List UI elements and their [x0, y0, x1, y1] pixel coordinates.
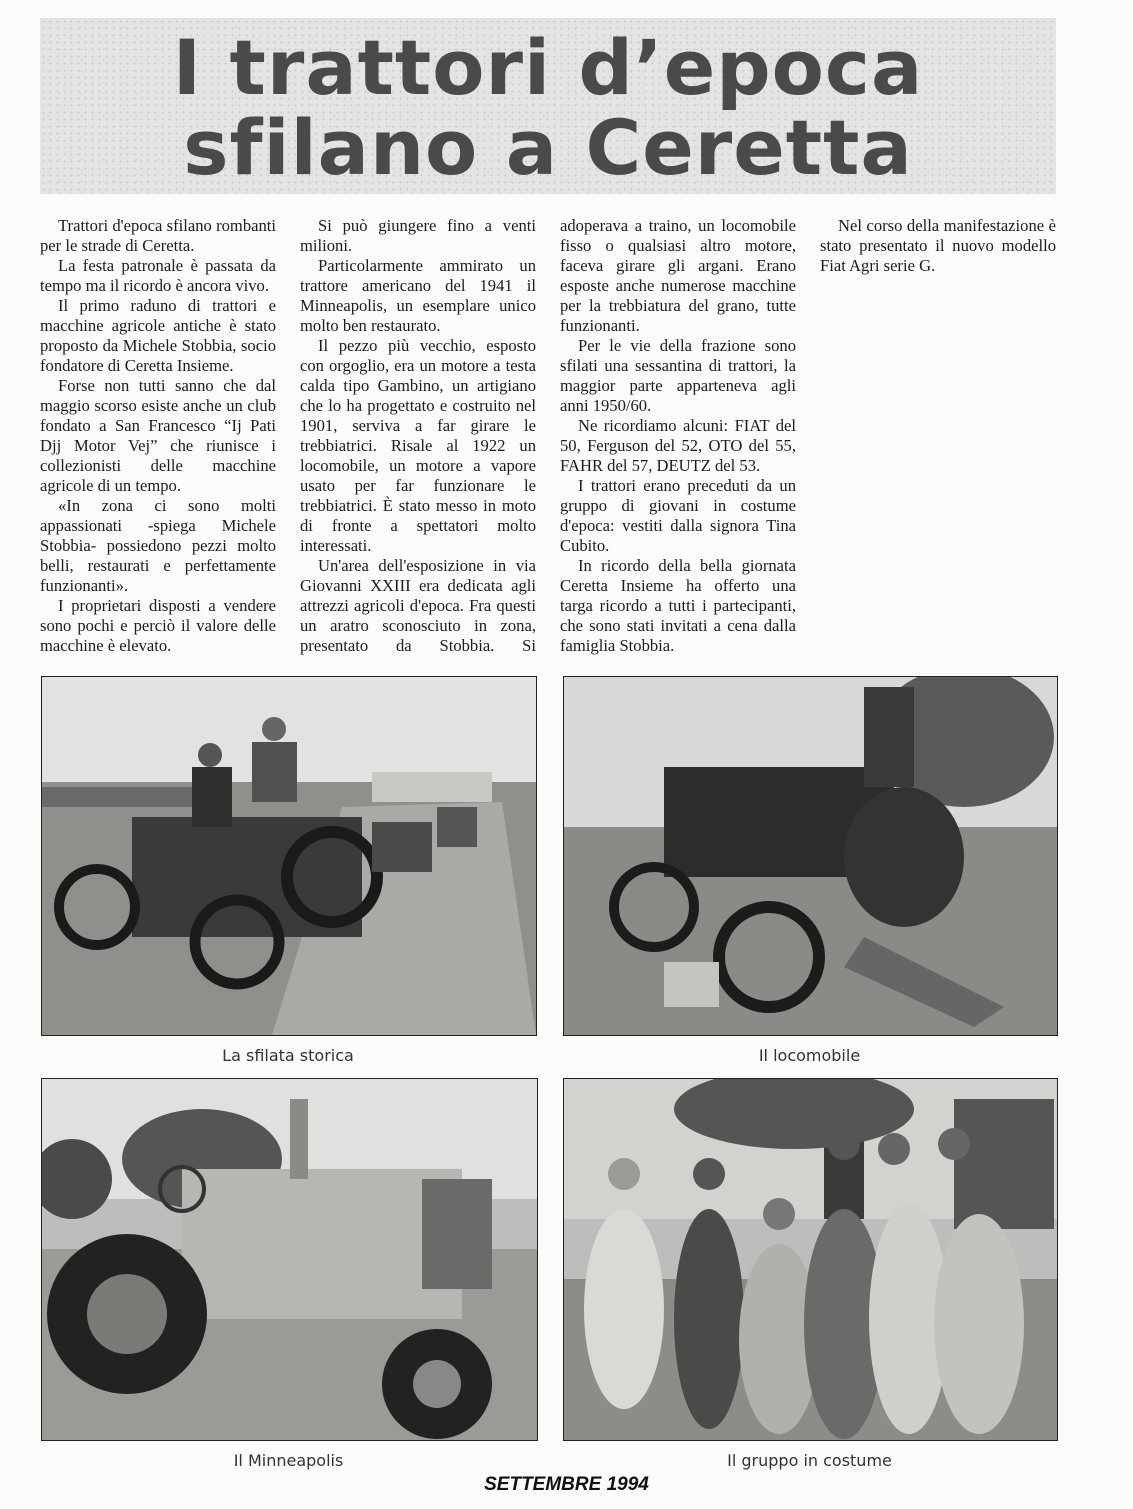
- article-paragraph: Per le vie della frazione sono sfilati una sessantina di trattori, la maggior parte apparteneva agli anni 1950/60.: [560, 336, 796, 415]
- article-body: [40, 216, 1056, 662]
- article-paragraph: Particolarmente ammirato un trattore americano del 1941 il Minneapolis, un esemplare unico molto ben restaurato.: [300, 256, 536, 335]
- article-paragraph: Forse non tutti sanno che dal maggio scorso esiste anche un club fondato a San Francesco “Ij Pati Djj Motor Vej” che riunisce i collezionisti delle macchine agricole di un tempo.: [40, 376, 276, 495]
- headline-line-1: I trattori d’epoca: [172, 23, 924, 112]
- article-paragraph: La festa patronale è passata da tempo ma il ricordo è ancora vivo.: [40, 256, 276, 295]
- article-paragraph: Nel corso della manifestazione è stato presentato il nuovo modello Fiat Agri serie G.: [820, 216, 1056, 275]
- article-paragraph: Ne ricordiamo alcuni: FIAT del 50, Ferguson del 52, OTO del 55, FAHR del 57, DEUTZ del 53.: [560, 416, 796, 475]
- article-paragraph: Il primo raduno di trattori e macchine agricole antiche è stato proposto da Michele Stobbia, socio fondatore di Ceretta Insieme.: [40, 296, 276, 375]
- article-paragraph: Si può giungere fino a venti milioni.: [300, 216, 536, 255]
- article-paragraph: I trattori erano preceduti da un gruppo di giovani in costume d'epoca: vestiti dalla signora Tina Cubito.: [560, 476, 796, 555]
- photo-parade: [41, 676, 537, 1036]
- photo-costume-group: [563, 1078, 1058, 1441]
- article-paragraph: Un'area dell'esposizione in via Giovanni XXIII era dedicata agli attrezzi agricoli d'epoca. Fra questi un aratro sconosciuto in zona, presentato da Stobbia. Si adoperava a traino, un locomobile fisso o qualsiasi altro motore, faceva girare gli argani. Erano esposte anche numerose macchine per la trebbiatura del grano, tutte funzionanti.: [300, 216, 796, 655]
- photo-locomobile: [563, 676, 1058, 1036]
- photo-caption: La sfilata storica: [222, 1046, 354, 1065]
- article-paragraph: Il pezzo più vecchio, esposto con orgoglio, era un motore a testa calda tipo Gambino, un artigiano che lo ha progettato e costruito nel 1901, serviva a far girare le trebbiatrici. Risale al 1922 un locomobile, un motore a vapore usato per far funzionare le trebbiatrici. È stato messo in moto di fronte a spettatori molto interessati.: [300, 336, 536, 555]
- headline: [40, 23, 1056, 192]
- article-paragraph: Trattori d'epoca sfilano rombanti per le strade di Ceretta.: [40, 216, 276, 255]
- photo-caption: Il locomobile: [758, 1046, 861, 1065]
- article-paragraph: In ricordo della bella giornata Ceretta Insieme ha offerto una targa ricordo a tutti i partecipanti, che sono stati invitati a cena dalla famiglia Stobbia.: [560, 556, 796, 655]
- article-paragraph: I proprietari disposti a vendere sono pochi e perciò il valore delle macchine è elevato.: [40, 596, 276, 655]
- issue-date: SETTEMBRE 1994: [484, 1474, 649, 1495]
- photo-caption: Il Minneapolis: [233, 1451, 344, 1470]
- photo-caption: Il gruppo in costume: [727, 1451, 892, 1470]
- photo-minneapolis: [41, 1078, 538, 1441]
- article-paragraph: «In zona ci sono molti appassionati -spiega Michele Stobbia- possiedono pezzi molto belli, restaurati e perfettamente funzionanti».: [40, 496, 276, 595]
- headline-line-2: sfilano a Ceretta: [183, 103, 913, 192]
